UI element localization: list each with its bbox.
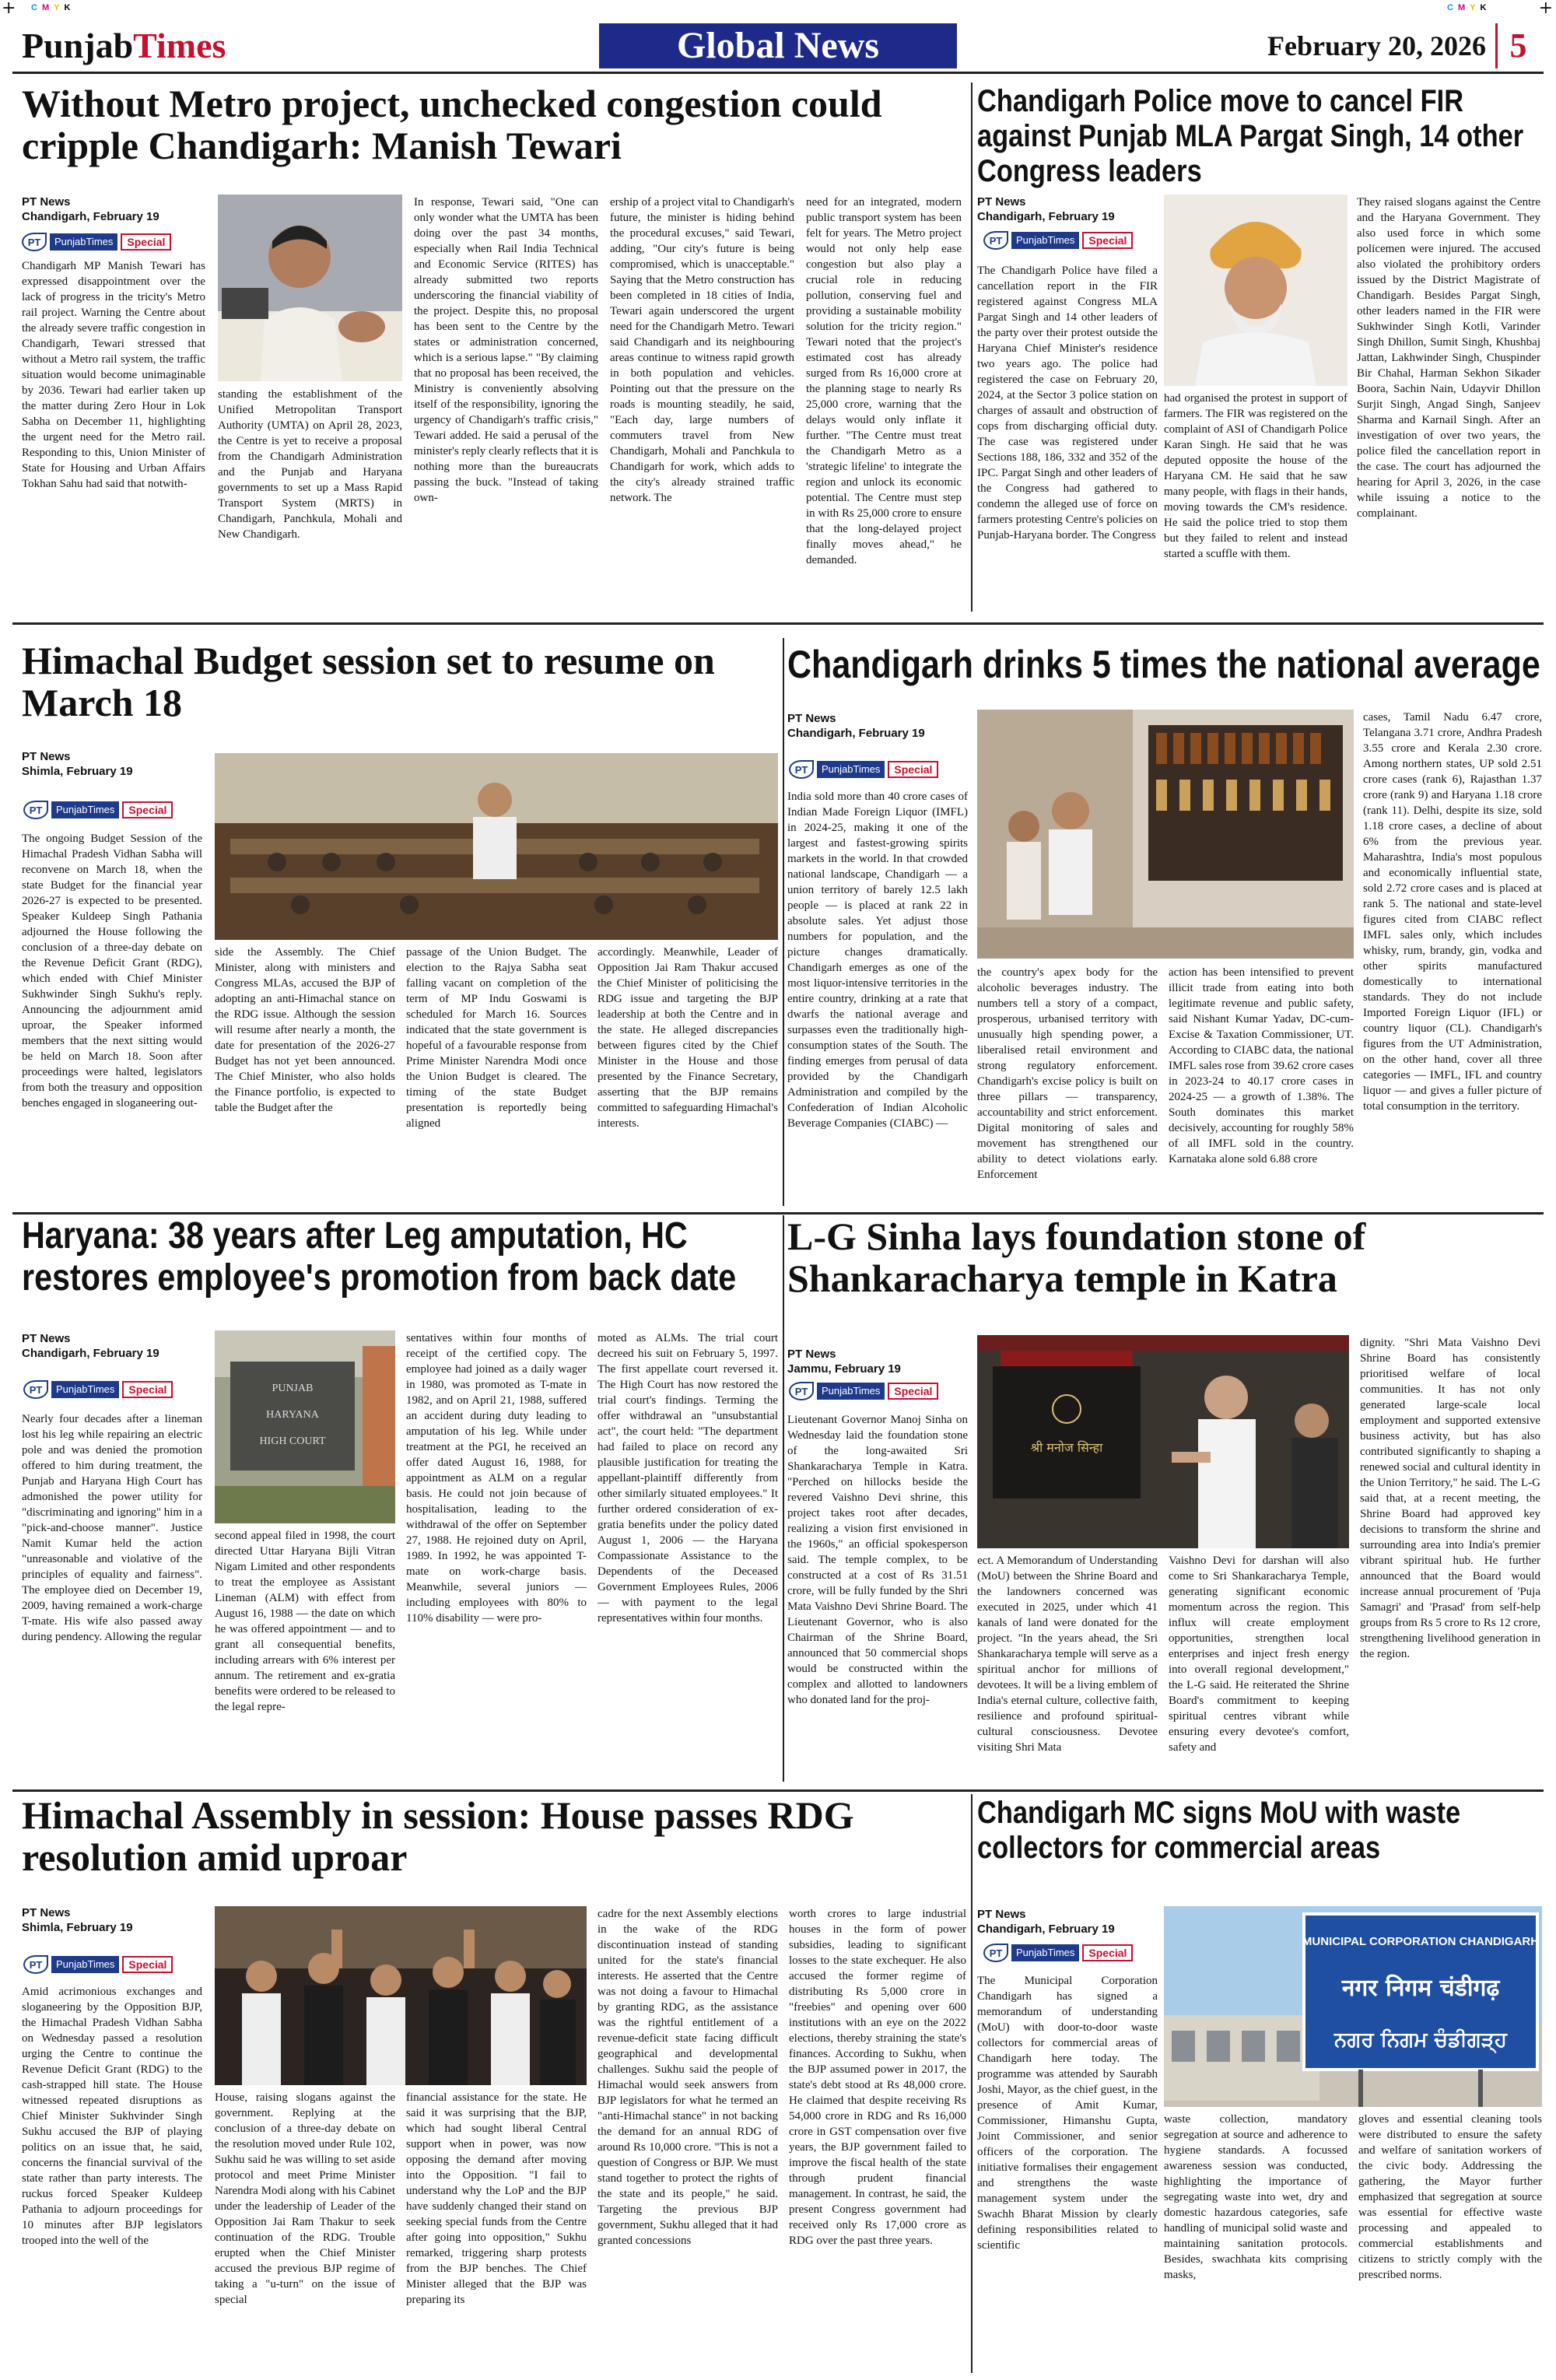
badge-name: PunjabTimes <box>51 1381 119 1398</box>
badge-special: Special <box>888 1383 938 1400</box>
pt-logo-icon: PT <box>23 801 48 819</box>
article-column: action has been intensified to prevent illicit trade from eating into both legitimate revenue and public safety, said Nishant Kumar Yadav, DC-cum-Excise & Taxation Commissioner, UT. According to CIABC data, the national IMFL sales rose from 39.62 crore cases in 2023-24 to 40.17 crore cases in 2024-25 — a growth of 1.38%. The South dominates this market decisively, accounting for roughly 58% of all IMFL sold in the country. Karnataka alone sold 6.88 crore <box>1169 966 1354 1165</box>
badge-special: Special <box>888 761 938 778</box>
pt-logo-icon: PT <box>789 760 814 779</box>
article-column: Amid acrimonious exchanges and sloganeering by the Opposition BJP, the Himachal Pradesh Vidhan Sabha on Wednesday passed a resolution urging the Centre to continue the Revenue Deficit Grant (RDG) to the cash-strapped hill state. The House witnessed repeated disruptions as Chief Minister Sukhvinder Singh Sukhu accused the BJP of playing politics on an issue that, he said, concerns the financial survival of the state rather than party interests. The ruckus forced Speaker Kuldeep Pathania to adjourn proceedings for 10 minutes after BJP legislators trooped into the well of the <box>22 1986 202 2247</box>
sign-text-hindi: नगर निगम चंडीगढ़ <box>1341 1975 1500 2002</box>
badge-special: Special <box>122 801 173 818</box>
photo-pargat-singh <box>1164 195 1347 386</box>
section-title: Global News <box>599 23 957 68</box>
article-column: waste collection, mandatory segregation at source and adherence to hygiene standards. A focussed awareness session was conducted, highlighting the importance of segregating waste into wet, dry and domestic hazardous categories, safe handling of municipal solid waste and maintaining sanitation protocols. Besides, swachhata kits comprising masks, <box>1164 2113 1347 2281</box>
pt-logo-icon: PT <box>983 1944 1008 1962</box>
article-headline[interactable]: Chandigarh Police move to cancel FIR against Punjab MLA Pargat Singh, 14 other Congress leaders <box>977 84 1524 188</box>
pt-logo-icon: PT <box>789 1382 814 1400</box>
article-photo[interactable] <box>1164 1906 1542 2107</box>
badge-special: Special <box>121 233 171 251</box>
pt-logo-icon: PT <box>983 231 1008 250</box>
plaque-text: श्री मनोज सिन्हा <box>1030 1440 1103 1455</box>
article-photo[interactable] <box>215 753 778 940</box>
sign-text-2: HARYANA <box>266 1409 319 1421</box>
article-column: standing the establishment of the Unified Metropolitan Transport Authority (UMTA) on April 28, 2023, the Centre is yet to receive a proposal from the Chandigarh Administration and the Punjab and Haryana governments to set up a Mass Rapid Transport System (MRTS) in Chandigarh, Panchkula, Mohali and New Chandigarh. <box>218 388 402 541</box>
article-headline[interactable]: Without Metro project, unchecked congestion could cripple Chandigarh: Manish Tewari <box>22 82 882 167</box>
article-byline <box>22 1331 159 1361</box>
article-column: passage of the Union Budget. The election to the Rajya Sabha seat falling vacant on completion of the term of MP Indu Goswami is scheduled for March 16. Sources indicated that the state government is hopeful of a favourable response from Prime Minister Narendra Modi once the Union Budget is cleared. The timing of the state Budget presentation is reportedly being aligned <box>406 946 587 1130</box>
special-badge <box>23 800 173 820</box>
special-badge <box>983 230 1133 251</box>
article-column: In response, Tewari said, "One can only wonder what the UMTA has been doing over the past 34 months, especially when Rail India Technical and Economic Service (RITES) has already submitted two reports underscoring the financial viability of the project. Despite this, no proposal has been sent to the Centre by the states or administration concerned, which is a serious lapse." "By claiming that no proposal has been received, the Ministry is conveniently absolving itself of the responsibility, ignoring the urgency of Chandigarh's traffic crisis," Tewari added. He said a perusal of the minister's reply clearly reflects that it is nothing more than the bureaucrats passing the buck. "Instead of taking own- <box>414 196 598 504</box>
photo-foundation-stone <box>977 1335 1349 1548</box>
article-headline[interactable]: Himachal Budget session set to resume on March 18 <box>22 639 715 724</box>
column-rule <box>783 1215 784 1782</box>
column-rule <box>971 1794 972 2373</box>
badge-name: PunjabTimes <box>51 801 119 818</box>
article-column: financial assistance for the state. He said it was surprising that the BJP, which had sought liberal Central support when in power, was now opposing the demand after moving into the Opposition. "I fail to understand why the LoP and the BJP have suddenly changed their stand on seeking special funds from the Centre after going into opposition," Sukhu remarked, triggering sharp protests from the BJP benches. The Chief Minister alleged that the BJP was preparing its <box>406 2091 587 2306</box>
byline-dateline: Chandigarh, February 19 <box>977 1923 1115 1936</box>
article-column: Chandigarh MP Manish Tewari has expressed disappointment over the lack of progress in the tricity's Metro rail project. Warning the Centre about the already severe traffic congestion in Chandigarh, Tewari stressed that without a Metro rail system, the traffic situation would become unimaginable by 2036. Tewari had earlier taken up the matter during Zero Hour in Lok Sabha on December 11, highlighting the urgent need for the Metro rail. Responding to this, Union Minister of State for Housing and Urban Affairs Tokhan Sahu had said that notwith- <box>22 260 205 490</box>
article-headline[interactable]: Chandigarh drinks 5 times the national average <box>787 643 1540 686</box>
article-byline <box>22 195 159 224</box>
article-photo[interactable] <box>215 1330 395 1523</box>
special-badge <box>983 1943 1133 1963</box>
article-column: had organised the protest in support of farmers. The FIR was registered on the complaint of ASI of Chandigarh Police Karan Singh. He said that he was deputed opposite the house of the Haryana CM. He said that he saw many people, with flags in their hands, moving towards the CM's residence. He said the police tried to stop them but they failed to relent and instead started a scuffle with them. <box>1164 392 1347 560</box>
sign-text-english: MUNICIPAL CORPORATION CHANDIGARH <box>1302 1935 1540 1948</box>
article-headline[interactable]: Haryana: 38 years after Leg amputation, HC restores employee's promotion from back date <box>22 1215 737 1299</box>
article-column: Vaishno Devi for darshan will also come to Sri Shankaracharya Temple, generating significant economic momentum across the region. This influx will create employment opportunities, strengthen local enterprises and inject fresh energy into overall regional development," the L-G said. He reiterated the Shrine Board's commitment to keeping spiritual centres vibrant while ensuring every devotee's comfort, safety and <box>1169 1555 1349 1754</box>
byline-source: PT News <box>22 750 71 763</box>
cmyk-strip-left: CMYK <box>31 3 75 12</box>
article-column: House, raising slogans against the government. Replying at the conclusion of a three-day debate on the resolution moved under Rule 102, Sukhu said he was willing to set aside protocol and meet Prime Minister Narendra Modi along with his Cabinet under the leadership of Leader of the Opposition Jai Ram Thakur to seek continuation of the RDG. Trouble erupted when the Chief Minister accused the previous BJP regime of taking a "u-turn" on the issue of special <box>215 2091 395 2306</box>
sign-text-punjabi: ਨਗਰ ਨਿਗਮ ਚੰਡੀਗੜ੍ਹ <box>1334 2028 1507 2052</box>
byline-dateline: Chandigarh, February 19 <box>787 727 925 740</box>
article-photo[interactable] <box>215 1906 587 2085</box>
byline-dateline: Chandigarh, February 19 <box>22 210 159 223</box>
article-column: The ongoing Budget Session of the Himachal Pradesh Vidhan Sabha will reconvene on March 18, when the state Budget for the financial year 2026-27 is expected to be presented. Speaker Kuldeep Singh Pathania adjourned the House following the conclusion of a three-day debate on the Revenue Deficit Grant (RDG), which ended with Chief Minister Sukhwinder Singh Sukhu's reply. Announcing the adjournment amid uproar, the Speaker informed members that the next sitting would be held on March 18. Soon after proceedings were halted, legislators from both the treasury and opposition benches engaged in sloganeering out- <box>22 832 202 1109</box>
article-column: The Municipal Corporation Chandigarh has signed a memorandum of understanding (MoU) with door-to-door waste collectors for commercial areas of Chandigarh here today. The programme was attended by Saurabh Joshi, Mayor, as the chief guest, in the presence of Amit Kumar, Commissioner, Himanshu Gupta, Joint Commissioner, and senior officers of the corporation. The initiative formalises their engagement and strengthens the waste management system under the Swachh Bharat Mission by clearly defining responsibilities related to scientific <box>977 1975 1158 2252</box>
sign-text-1: PUNJAB <box>272 1383 314 1394</box>
byline-dateline: Shimla, February 19 <box>22 765 133 778</box>
masthead-rule <box>12 72 1544 74</box>
byline-source: PT News <box>22 1332 71 1345</box>
section-rule <box>12 622 1544 625</box>
article-column: Lieutenant Governor Manoj Sinha on Wednesday laid the foundation stone of the long-awaited Sri Shankaracharya Temple in Katra. "Perched on hillocks beside the revered Vaishno Devi shrine, this project takes root after decades, realizing a vision first envisioned in the 1960s," an official spokesperson said. The temple complex, to be constructed at a cost of Rs 31.51 crore, will be fully funded by the Shri Mata Vaishno Devi Shrine Board. The Lieutenant Governor, who is also Chairman of the Shrine Board, announced that 50 commercial shops would be constructed within the complex and allotted to landowners who donated land for the proj- <box>787 1414 968 1706</box>
sign-text-3: HIGH COURT <box>259 1435 326 1447</box>
byline-source: PT News <box>977 195 1026 209</box>
article-column: side the Assembly. The Chief Minister, along with ministers and Congress MLAs, accused the BJP of adopting an anti-Himachal stance on the RDG issue. Although the session will resume after nearly a month, the date for presentation of the 2026-27 Budget has not yet been announced. The Chief Minister, who also holds the Finance portfolio, is expected to table the Budget after the <box>215 946 395 1114</box>
brand-name-b: Times <box>133 26 226 65</box>
article-column: need for an integrated, modern public transport system has been felt for years. The Metro project would not only help ease congestion but also play a crucial role in reducing pollution, conserving fuel and providing a sustainable mobility solution for the tricity region." Tewari noted that the project's estimated cost has already surged from Rs 16,000 crore at the planning stage to nearly Rs 25,000 crore, warning that the delays would only inflate it further. "The Centre must treat the Chandigarh Metro as a 'strategic lifeline' to integrate the region and unlock its economic potential. The Centre must step in with Rs 25,000 crore to ensure that the long-delayed project finally moves ahead," he demanded. <box>806 196 962 566</box>
badge-special: Special <box>1082 232 1133 249</box>
article-byline <box>22 749 133 779</box>
cmyk-strip-right: CMYK <box>1447 3 1491 12</box>
badge-special: Special <box>122 1381 173 1398</box>
badge-name: PunjabTimes <box>817 1383 885 1400</box>
special-badge <box>23 1954 173 1975</box>
pt-logo-icon: PT <box>23 1380 48 1399</box>
pt-logo-icon: PT <box>22 233 47 251</box>
special-badge <box>23 1379 173 1400</box>
article-column: India sold more than 40 crore cases of Indian Made Foreign Liquor (IMFL) in 2024-25, making it one of the largest and fastest-growing spirits markets in the world. In that crowded national landscape, Chandigarh — a union territory of barely 12.5 lakh people — is placed at rank 22 in absolute sales. Yet adjust those numbers for population, and the picture changes dramatically. Chandigarh emerges as one of the most liquor-intensive territories in the entire country, drinking at a rate that dwarfs the national average and surpasses even the traditionally high-consumption states of the South. The finding emerges from perusal of data provided by the Chandigarh Administration and compiled by the Confederation of Indian Alcoholic Beverage Companies (CIABC) — <box>787 790 968 1130</box>
article-column: moted as ALMs. The trial court decreed his suit on February 5, 1997. The first appellate court reversed it. The High Court has now restored the trial court's findings. Terming the offer withdrawal an "unsubstantial act", the court held: "The department had failed to place on record any plausible justification for treating the appellant-plaintiff differently from other similarly situated employees." It further ordered consideration of ex-gratia benefits under the policy dated August 1, 2006 — the Haryana Compassionate Assistance to the Dependents of the Deceased Government Employees Rules, 2006 — with payment to the legal representatives within four months. <box>598 1332 778 1625</box>
page-number: 5 <box>1495 23 1539 68</box>
article-photo[interactable] <box>977 710 1354 959</box>
badge-name: PunjabTimes <box>51 1956 119 1973</box>
article-column: ect. A Memorandum of Understanding (MoU) between the Shrine Board and the landowners concerned was executed in 2025, under which 41 kanals of land were donated for the project. "In the years ahead, the Sri Shankaracharya temple will serve as a spiritual anchor for millions of devotees. It will be a living emblem of India's eternal culture, collective faith, resilience and profound spiritual-cultural consciousness. Devotee visiting Shri Mata <box>977 1555 1158 1754</box>
special-badge <box>22 232 171 252</box>
section-rule <box>12 1789 1544 1792</box>
byline-source: PT News <box>22 195 71 209</box>
badge-name: PunjabTimes <box>50 233 117 251</box>
byline-source: PT News <box>977 1908 1026 1921</box>
byline-dateline: Chandigarh, February 19 <box>22 1347 159 1360</box>
article-byline <box>977 195 1115 224</box>
badge-name: PunjabTimes <box>1011 1944 1079 1961</box>
byline-dateline: Jammu, February 19 <box>787 1362 901 1376</box>
article-column: sentatives within four months of receipt of the certified copy. The employee had joined as a daily wager in 1980, was promoted as T-mate in 1982, and on April 21, 1988, suffered an accident during duty leading to amputation of his leg. While under treatment at the PGI, he received an offer dated August 16, 1988, for appointment as ALM on a regular basis. He could not join because of hospitalisation, leading to the withdrawal of the offer on September 27, 1988. He rejoined duty on April, 1989. In 1992, he was appointed T-mate on work-charge basis. Meanwhile, several juniors — including employees with 80% to 110% disability — were pro- <box>406 1332 587 1625</box>
registration-mark-right: + <box>1538 0 1553 18</box>
badge-special: Special <box>122 1956 173 1973</box>
article-column: dignity. "Shri Mata Vaishno Devi Shrine Board has consistently prioritised welfare of local communities. It has not only generated large-scale local employment and supported extensive business activity, but has also contributed significantly to shaping a renewed social and cultural identity in the Union Territory," he said. The L-G said that, at a recent meeting, the Shrine Board had approved key decisions to transform the shrine and surrounding area into India's premier vibrant spiritual hub. He further announced that the Board would increase annual procurement of 'Puja Samagri' and 'Prasad' from self-help groups from Rs 5 crore to Rs 12 crore, strengthening livelihood generation in the region. <box>1360 1337 1540 1660</box>
article-column: worth crores to large industrial houses in the form of power subsidies, leading to significant losses to the state exchequer. He also accused the former regime of distributing Rs 5,000 crore in "freebies" and opening over 600 institutions with an eye on the 2022 elections, thereby straining the state's finances. According to Sukhu, when the BJP assumed power in 2017, the state's debt stood at Rs 48,000 crore. He claimed that despite receiving Rs 54,000 crore in RDG and Rs 16,000 crore in GST compensation over five years, the BJP government failed to improve the fiscal health of the state through prudent financial management. In contrast, he said, the present Congress government had received only Rs 17,000 crore as RDG over the past three years. <box>789 1908 966 2247</box>
photo-himachal-assembly <box>215 753 778 940</box>
byline-source: PT News <box>787 712 836 725</box>
badge-name: PunjabTimes <box>1011 232 1079 249</box>
article-column: second appeal filed in 1998, the court directed Uttar Haryana Bijli Vitran Nigam Limited and other respondents to treat the employee as Assistant Lineman (ALM) with effect from August 16, 1988 — the date on which he was offered appointment — and to grant all consequential benefits, including arrears with 6% interest per annum. The retirement and ex-gratia benefits were ordered to be released to the legal repre- <box>215 1530 395 1713</box>
photo-protest-assembly <box>215 1906 587 2085</box>
article-byline <box>22 1905 133 1935</box>
byline-dateline: Chandigarh, February 19 <box>977 210 1115 223</box>
article-column: Nearly four decades after a lineman lost his leg while repairing an electric pole and was denied the promotion offered to him during treatment, the Punjab and Haryana High Court has admonished the power utility for "discriminating and ignoring" him in a "pick-and-choose manner". Justice Namit Kumar held the action "unreasonable and violative of the principles of equality and fairness". The employee died on December 19, 2009, having remained a work-charge T-mate. His wife also passed away during pendency. Allowing the regular <box>22 1413 202 1643</box>
column-rule <box>971 82 972 612</box>
article-column: cases, Tamil Nadu 6.47 crore, Telangana 3.71 crore, Andhra Pradesh 3.55 crore and Kerala 2.30 crore. Among northern states, UP sold 2.51 crore cases (rank 6), Rajasthan 1.37 crore (rank 9) and Haryana 1.18 crore (rank 11). Delhi, despite its size, sold 1.18 crore cases, a decline of about 6% from the previous year. Maharashtra, India's most populous and economically influential state, sold 2.72 crore cases and is placed at rank 5. The national and state-level figures cited from CIABC reflect IMFL sales only, which includes whisky, rum, brandy, gin, vodka and other spirits manufactured domestically to international standards. They do not include Imported Foreign Liquor (IFL) or country liquor (CL). Chandigarh's figures from the UT Administration, on the other hand, cover all three categories — IMFL, IFL and country liquor — and gives a fuller picture of total consumption in the territory. <box>1363 711 1542 1113</box>
article-byline <box>787 1347 901 1376</box>
article-byline <box>977 1907 1115 1937</box>
badge-special: Special <box>1082 1944 1133 1961</box>
byline-dateline: Shimla, February 19 <box>22 1921 133 1934</box>
article-headline[interactable]: Chandigarh MC signs MoU with waste collectors for commercial areas <box>977 1796 1461 1865</box>
badge-name: PunjabTimes <box>817 761 885 778</box>
pt-logo-icon: PT <box>23 1955 48 1974</box>
article-column: the country's apex body for the alcoholic beverages industry. The numbers tell a story of a compact, prosperous, urbanised territory with unusually high spending power, a liberalised retail environment and strong regulatory enforcement. Chandigarh's excise policy is built on three pillars — transparency, accountability and strict enforcement. Digital monitoring of sales and movement has strengthened our ability to detect violations early. Enforcement <box>977 966 1158 1181</box>
byline-source: PT News <box>22 1906 71 1919</box>
article-column: The Chandigarh Police have filed a cancellation report in the FIR registered against Congress MLA Pargat Singh and 14 other leaders of the party over their protest outside the Haryana Chief Minister's residence two years ago. The police had registered the case on February 20, 2024, at the Sector 3 police station on charges of assault and obstruction of cops from discharging official duty. The case was registered under Sections 188, 186, 332 and 352 of the IPC. Pargat Singh and other leaders of the Congress had gathered to condemn the alleged use of force on farmers protesting Centre's policies on Punjab-Haryana border. The Congress <box>977 265 1158 542</box>
photo-high-court-sign <box>215 1330 395 1523</box>
article-headline[interactable]: Himachal Assembly in session: House passes RDG resolution amid uproar <box>22 1793 854 1879</box>
photo-mc-building <box>1164 1906 1542 2107</box>
registration-mark-left: + <box>2 0 16 18</box>
photo-liquor-store <box>977 710 1354 959</box>
article-headline[interactable]: L-G Sinha lays foundation stone of Shankaracharya temple in Katra <box>787 1215 1366 1300</box>
brand-logo[interactable] <box>22 23 226 68</box>
article-column: ership of a project vital to Chandigarh's future, the minister is hiding behind the procedural excuses," said Tewari, adding, "Our city's future is being compromised, which is unacceptable." Saying that the Metro construction has been completed in 18 cities of India, Tewari again underscored the urgent need for the Chandigarh Metro. Tewari said Chandigarh and its neighbouring areas continue to witness rapid growth in both population and vehicles. Pointing out that the pressure on the roads is mounting steadily, he said, "Each day, large numbers of commuters travel from New Chandigarh, Mohali and Panchkula to Chandigarh for work, which adds to the city's already strained traffic network. The <box>610 196 794 504</box>
article-column: They raised slogans against the Centre and the Haryana Government. They also used force in which some policemen were injured. The accused also violated the prohibitory orders issued by the District Magistrate of Chandigarh. Besides Pargat Singh, other leaders named in the FIR were Sukhwinder Singh Kotli, Varinder Singh Dhillon, Sumit Singh, Khushbaj Jattan, Lakhwinder Singh, Chuspinder Bir Chahal, Harman Sekhon Sikader Boora, Sachin Nain, Udayvir Dhillon Surjit Singh, Angad Singh, Sanjeev Sharma and Karnail Singh. After an investigation of over two years, the police filed the cancellation report in the case. The court has adjourned the hearing for April 3, 2026, in the case while issuing a notice to the complainant. <box>1357 196 1540 520</box>
brand-name-a: Punjab <box>22 26 134 65</box>
article-column: cadre for the next Assembly elections in the wake of the RDG discontinuation instead of standing united for the state's financial interests. He asserted that the Centre was not doing a favour to Himachal by granting RDG, as the assistance was the rightful entitlement of a revenue-deficit state facing difficult geographical and developmental challenges. Sukhu said the people of Himachal would seek answers from BJP legislators for what he termed an "anti-Himachal stance" in not backing the demand for an annual RDG of around Rs 10,000 crore. "This is not a question of Congress or BJP. We must stand together to protect the rights of the state and its people," he said. Targeting the previous BJP government, Sukhu alleged that it had granted concessions <box>598 1908 778 2247</box>
special-badge <box>789 1381 938 1401</box>
article-photo[interactable] <box>1164 195 1347 386</box>
column-rule <box>783 638 784 1206</box>
article-column: gloves and essential cleaning tools were distributed to ensure the safety and welfare of sanitation workers of the civic body. Addressing the gathering, the Mayor further emphasized that segregation at source was essential for effective waste processing and appealed to commercial establishments and citizens to strictly comply with the prescribed norms. <box>1358 2113 1542 2281</box>
article-byline <box>787 711 925 741</box>
issue-date: February 20, 2026 <box>1267 30 1486 61</box>
byline-source: PT News <box>787 1348 836 1361</box>
photo-manish-tewari <box>218 195 402 381</box>
article-column: accordingly. Meanwhile, Leader of Opposition Jai Ram Thakur accused the Chief Minister of politicising the RDG issue and targeting the BJP leadership at both the Centre and in the state. He alleged discrepancies between figures cited by the Chief Minister in the House and those presented by the Finance Secretary, asserting that the BJP remains committed to safeguarding Himachal's interests. <box>598 946 778 1130</box>
special-badge <box>789 759 938 780</box>
article-photo[interactable] <box>218 195 402 381</box>
article-photo[interactable] <box>977 1335 1349 1548</box>
